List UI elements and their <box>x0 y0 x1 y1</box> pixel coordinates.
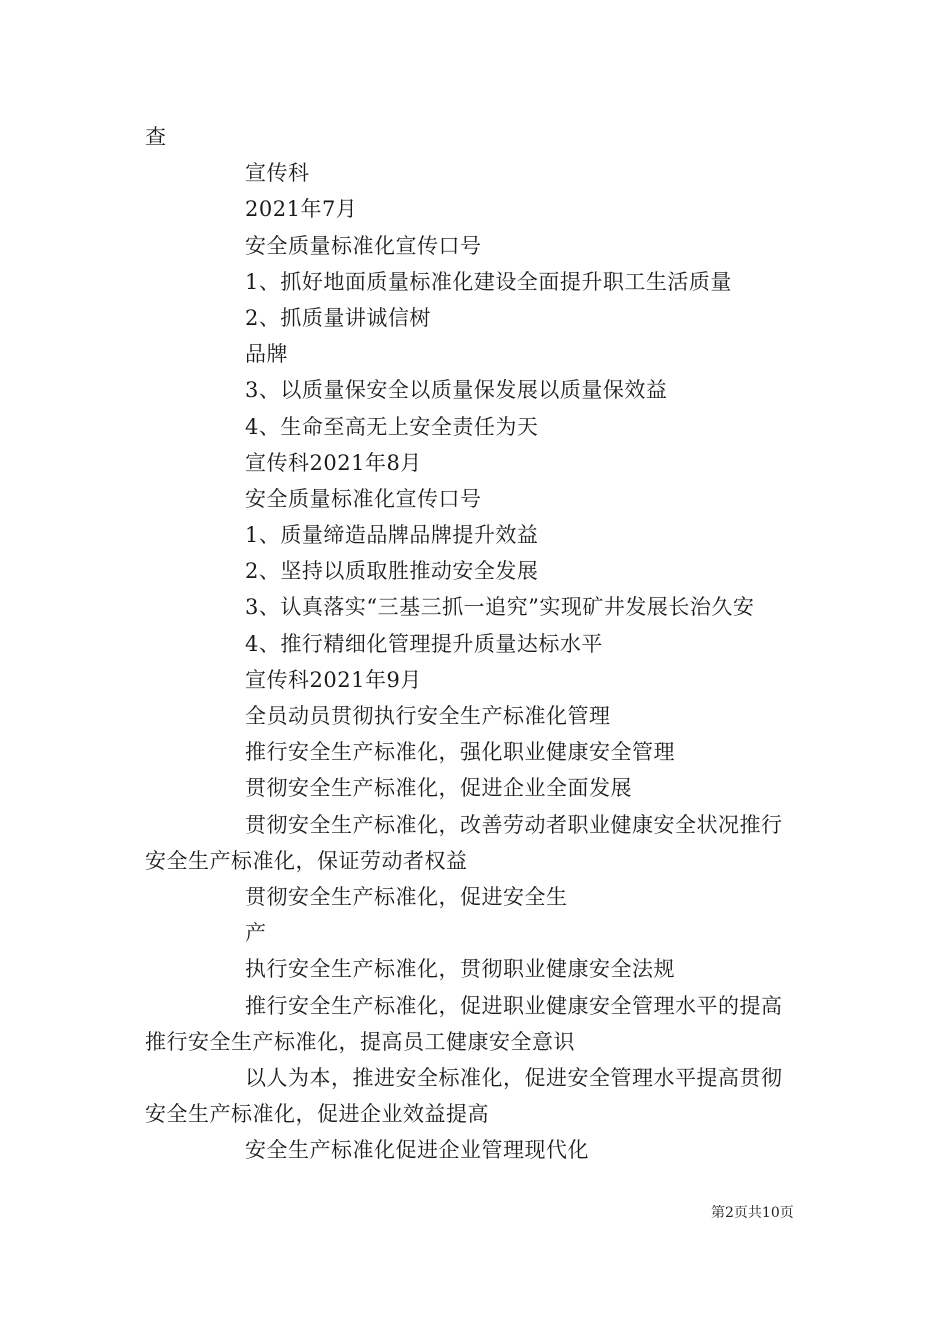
text-line: 全员动员贯彻执行安全生产标准化管理 <box>245 704 611 728</box>
text-line: 1、质量缔造品牌品牌提升效益 <box>245 523 539 548</box>
text-line: 以人为本，推进安全标准化，促进安全管理水平提高贯彻 <box>245 1065 783 1090</box>
text-line: 贯彻安全生产标准化，促进安全生 <box>245 884 568 909</box>
text-line: 宣传科 <box>245 161 310 186</box>
text-line: 3、认真落实“三基三抓一追究”实现矿井发展长治久安 <box>245 595 755 620</box>
text-line: 1、抓好地面质量标准化建设全面提升职工生活质量 <box>245 269 732 294</box>
document-body <box>145 119 809 1168</box>
text-line: 宣传科2021年9月 <box>245 667 422 692</box>
text-line: 4、推行精细化管理提升质量达标水平 <box>245 631 603 656</box>
text-line: 3、以质量保安全以质量保发展以质量保效益 <box>245 378 668 403</box>
text-line: 2、抓质量讲诚信树 <box>245 305 431 330</box>
text-line: 4、生命至高无上安全责任为天 <box>245 414 539 439</box>
text-line: 宣传科2021年8月 <box>245 450 422 475</box>
text-line: 贯彻安全生产标准化，促进企业全面发展 <box>245 776 632 801</box>
text-line: 查 <box>145 125 167 149</box>
text-line: 推行安全生产标准化，提高员工健康安全意识 <box>145 1029 575 1054</box>
text-line: 2021年7月 <box>245 197 358 222</box>
text-line: 安全生产标准化促进企业管理现代化 <box>245 1138 589 1163</box>
text-line: 安全质量标准化宣传口号 <box>245 486 482 511</box>
text-line: 推行安全生产标准化，促进职业健康安全管理水平的提高 <box>245 993 783 1018</box>
page-footer: 第2页共10页 <box>711 1205 794 1221</box>
text-line: 贯彻安全生产标准化，改善劳动者职业健康安全状况推行 <box>245 812 783 837</box>
text-line: 2、坚持以质取胜推动安全发展 <box>245 559 539 584</box>
text-line: 安全生产标准化，促进企业效益提高 <box>145 1102 489 1127</box>
text-line: 推行安全生产标准化，强化职业健康安全管理 <box>245 740 675 765</box>
text-line: 安全质量标准化宣传口号 <box>245 233 482 258</box>
text-line: 执行安全生产标准化，贯彻职业健康安全法规 <box>245 957 675 982</box>
text-line: 品牌 <box>245 342 288 367</box>
text-line: 安全生产标准化，保证劳动者权益 <box>145 848 468 873</box>
text-line: 产 <box>245 921 267 946</box>
